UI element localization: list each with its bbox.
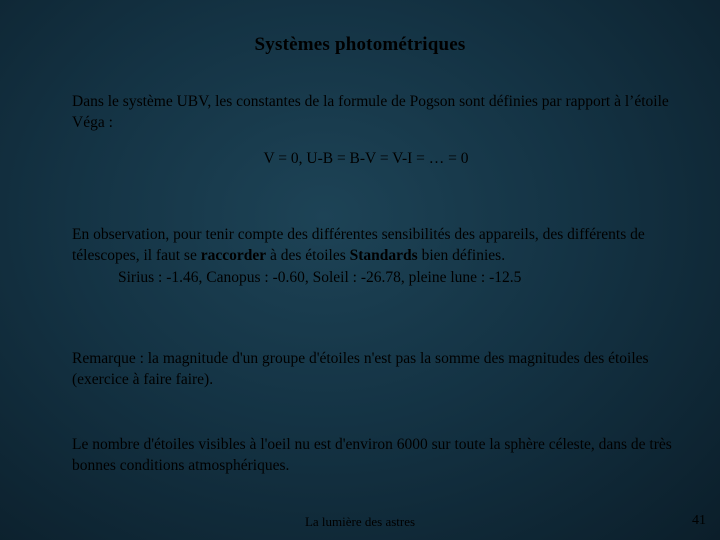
page-number: 41 [692, 513, 706, 528]
slide-title: Systèmes photométriques [254, 34, 466, 55]
paragraph-observation [72, 224, 687, 288]
observation-bold-standards: Standards [349, 247, 418, 264]
observation-text-2: à des étoiles [266, 247, 350, 264]
paragraph-ubv-definition: Dans le système UBV, les constantes de la formule de Pogson sont définies par rapport à l’étoile Véga : [72, 93, 669, 131]
formula-ubv: V = 0, U-B = B-V = V-I = … = 0 [263, 150, 469, 167]
observation-bold-raccorder: raccorder [200, 247, 267, 264]
paragraph-visible-stars: Le nombre d'étoiles visibles à l'oeil nu est d'environ 6000 sur toute la sphère céleste, dans de très bonnes conditions atmosphériques. [72, 436, 672, 474]
paragraph-remark: Remarque : la magnitude d'un groupe d'étoiles n'est pas la somme des magnitudes des étoiles (exercice à faire faire). [72, 350, 649, 388]
observation-text-3: bien définies. [417, 247, 506, 264]
footer-title: La lumière des astres [304, 514, 416, 529]
observation-text-1: En observation, pour tenir compte des différentes sensibilités des appareils, des différents de télescopes, il faut se [72, 226, 645, 264]
star-magnitudes-line: Sirius : -1.46, Canopus : -0.60, Soleil : -26.78, pleine lune : -12.5 [118, 269, 522, 286]
